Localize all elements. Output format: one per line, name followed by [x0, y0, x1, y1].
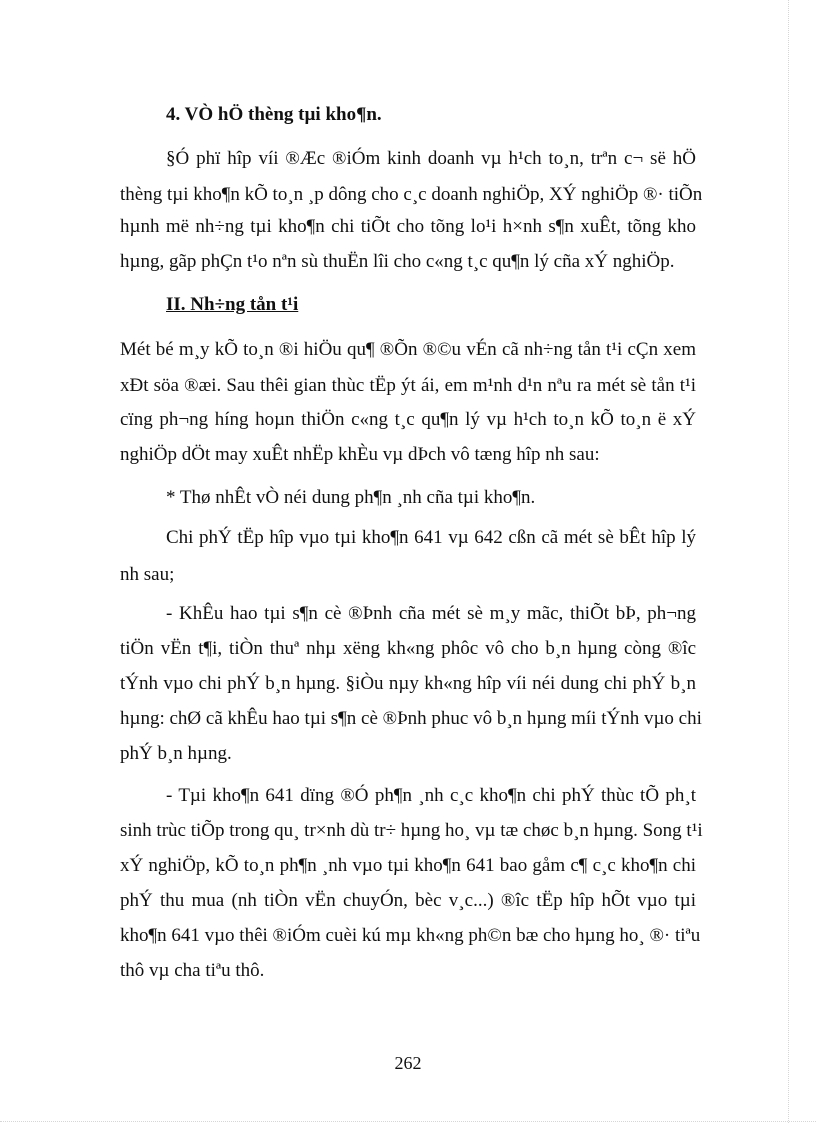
section-4-line-2: thèng tµi kho¶n kÕ to¸n ¸p dông cho c¸c doanh nghiÖp, XÝ nghiÖp ®· tiÕn: [120, 184, 703, 205]
section-ii-heading: II. Nh÷ng tån t¹i: [166, 294, 299, 315]
bullet1-line-4: hµng: chØ cã khÊu hao tµi s¶n cè ®Þnh phuc vô b¸n hµng míi tÝnh vµo chi: [120, 708, 702, 729]
bullet1-line-1: - KhÊu hao tµi s¶n cè ®Þnh cña mét sè m¸y mãc, thiÕt bÞ, ph¬ng: [166, 603, 696, 624]
bullet2-line-5: kho¶n 641 vµo thêi ®iÓm cuèi kú mµ kh«ng ph©n bæ cho hµng ho¸ ®· tiªu: [120, 925, 701, 946]
page-frame-bottom: [0, 1121, 816, 1122]
bullet1-line-3: tÝnh vµo chi phÝ b¸n hµng. §iÒu nµy kh«ng hîp víi néi dung chi phÝ b¸n: [120, 673, 696, 694]
page-number: 262: [394, 1053, 422, 1073]
bullet1-line-2: tiÖn vËn t¶i, tiÒn thuª nhµ xëng kh«ng phôc vô cho b¸n hµng còng ®îc: [120, 638, 696, 659]
bullet2-line-2: sinh trùc tiÕp trong qu¸ tr×nh dù tr÷ hµng ho¸ vµ tæ chøc b¸n hµng. Song t¹i: [120, 820, 703, 841]
bullet1-line-5: phÝ b¸n hµng.: [120, 743, 232, 764]
section-4-heading: 4. VÒ hÖ thèng tµi kho¶n.: [166, 104, 382, 125]
bullet2-line-6: thô vµ cha tiªu thô.: [120, 960, 265, 981]
section-ii-para1-line-4: nghiÖp dÖt may xuÊt nhËp khÈu vµ dÞch vô tæng hîp nh sau:: [120, 444, 600, 465]
section-4-line-1: §Ó phï hîp víi ®Æc ®iÓm kinh doanh vµ h¹ch to¸n, trªn c¬ së hÖ: [166, 148, 696, 169]
section-4-line-3: hµnh më nh÷ng tµi kho¶n chi tiÕt cho tõng lo¹i h×nh s¶n xuÊt, tõng kho: [120, 216, 696, 237]
bullet2-line-3: xÝ nghiÖp, kÕ to¸n ph¶n ¸nh vµo tµi kho¶n 641 bao gåm c¶ c¸c kho¶n chi: [120, 855, 696, 876]
section-ii-para1-line-2: xÐt söa ®æi. Sau thêi gian thùc tËp ýt ái, em m¹nh d¹n nªu ra mét sè tån t¹i: [120, 375, 696, 396]
para2-line-2: nh sau;: [120, 564, 175, 585]
bullet2-line-1: - Tµi kho¶n 641 dïng ®Ó ph¶n ¸nh c¸c kho¶n chi phÝ thùc tÕ ph¸t: [166, 785, 696, 806]
bullet2-line-4: phÝ thu mua (nh tiÒn vËn chuyÓn, bèc v¸c...) ®îc tËp hîp hÕt vµo tµi: [120, 890, 696, 911]
section-ii-para1-line-3: cïng ph¬ng híng hoµn thiÖn c«ng t¸c qu¶n lý vµ h¹ch to¸n kÕ to¸n ë xÝ: [120, 409, 696, 430]
section-ii-para1-line-1: Mét bé m¸y kÕ to¸n ®i hiÖu qu¶ ®Õn ®©u vÉn cã nh÷ng tån t¹i cÇn xem: [120, 339, 696, 360]
first-point-heading: * Thø nhÊt vÒ néi dung ph¶n ¸nh cña tµi kho¶n.: [166, 487, 536, 508]
section-4-line-4: hµng, gãp phÇn t¹o nªn sù thuËn lîi cho c«ng t¸c qu¶n lý cña xÝ nghiÖp.: [120, 251, 675, 272]
para2-line-1: Chi phÝ tËp hîp vµo tµi kho¶n 641 vµ 642 cßn cã mét sè bÊt hîp lý: [166, 527, 696, 548]
page-frame-right: [788, 0, 789, 1123]
